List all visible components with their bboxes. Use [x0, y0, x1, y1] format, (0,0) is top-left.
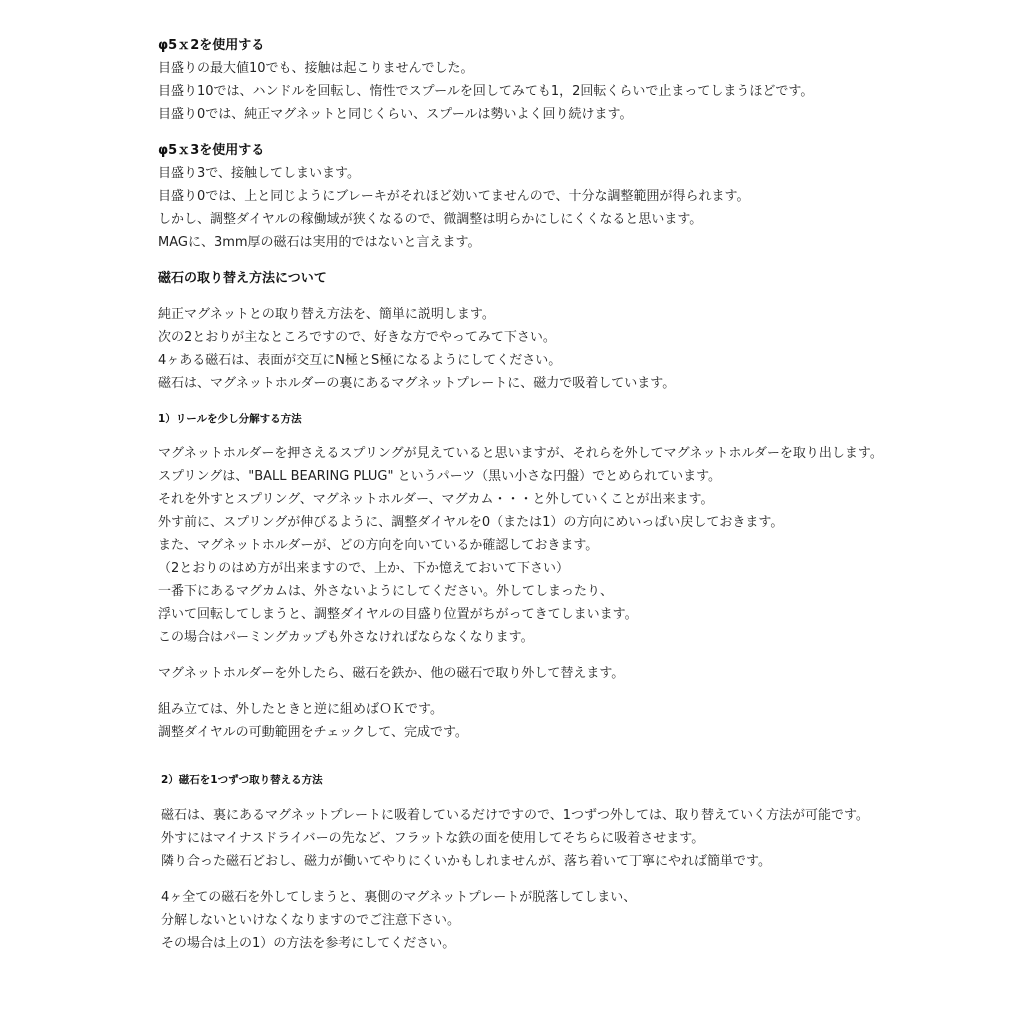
paragraph-line: 調整ダイヤルの可動範囲をチェックして、完成です。: [158, 725, 468, 740]
paragraph-line: 4ヶある磁石は、表面が交互にN極とS極になるようにしてください。: [158, 353, 562, 368]
paragraph-line: （2とおりのはめ方が出来ますので、上か、下か憶えておいて下さい）: [158, 561, 570, 576]
paragraph-line: 4ヶ全ての磁石を外してしまうと、裏側のマグネットプレートが脱落してしまい、: [161, 890, 637, 905]
paragraph-line: 分解しないといけなくなりますのでご注意下さい。: [161, 913, 461, 928]
paragraph-line: 純正マグネットとの取り替え方法を、簡単に説明します。: [158, 307, 495, 322]
section-heading-replacement: 磁石の取り替え方法について: [158, 271, 327, 286]
paragraph-line: MAGに、3mm厚の磁石は実用的ではないと言えます。: [158, 235, 481, 250]
section-heading-phi5x2: φ5ｘ2を使用する: [158, 38, 265, 53]
section-heading-phi5x3: φ5ｘ3を使用する: [158, 143, 265, 158]
paragraph-line: 磁石は、裏にあるマグネットプレートに吸着しているだけですので、1つずつ外しては、取り替えていく方法が可能です。: [161, 808, 869, 823]
paragraph-line: 隣り合った磁石どおし、磁力が働いてやりにくいかもしれませんが、落ち着いて丁寧にやれば簡単です。: [161, 854, 771, 869]
paragraph-line: 一番下にあるマグカムは、外さないようにしてください。外してしまったり、: [158, 584, 614, 599]
paragraph-line: 目盛り0では、上と同じようにブレーキがそれほど効いてませんので、十分な調整範囲が得られます。: [158, 189, 750, 204]
method2-heading: 2）磁石を1つずつ取り替える方法: [161, 774, 323, 786]
paragraph-line: 目盛り3で、接触してしまいます。: [158, 166, 360, 181]
paragraph-line: 目盛り10では、ハンドルを回転し、惰性でスプールを回してみても1，2回転くらいで止まってしまうほどです。: [158, 84, 814, 99]
paragraph-line: それを外すとスプリング、マグネットホルダー、マグカム・・・と外していくことが出来ます。: [158, 492, 714, 507]
paragraph-line: マグネットホルダーを押さえるスプリングが見えていると思いますが、それらを外してマグネットホルダーを取り出します。: [158, 446, 883, 461]
paragraph-line: 次の2とおりが主なところですので、好きな方でやってみて下さい。: [158, 330, 556, 345]
paragraph-line: 浮いて回転してしまうと、調整ダイヤルの目盛り位置がちがってきてしまいます。: [158, 607, 638, 622]
paragraph-line: 組み立ては、外したときと逆に組めばＯＫです。: [158, 702, 443, 717]
paragraph-line: スプリングは、"BALL BEARING PLUG" というパーツ（黒い小さな円盤）でとめられています。: [158, 469, 722, 484]
paragraph-line: 目盛りの最大値10でも、接触は起こりませんでした。: [158, 61, 474, 76]
paragraph-line: 磁石は、マグネットホルダーの裏にあるマグネットプレートに、磁力で吸着しています。: [158, 376, 676, 391]
paragraph-line: その場合は上の1）の方法を参考にしてください。: [161, 936, 456, 951]
paragraph-line: しかし、調整ダイヤルの稼働域が狭くなるので、微調整は明らかにしにくくなると思います。: [158, 212, 703, 227]
paragraph-line: また、マグネットホルダーが、どの方向を向いているか確認しておきます。: [158, 538, 599, 553]
paragraph-line: 外すにはマイナスドライバーの先など、フラットな鉄の面を使用してそちらに吸着させます。: [161, 831, 705, 846]
paragraph-line: マグネットホルダーを外したら、磁石を鉄か、他の磁石で取り外して替えます。: [158, 666, 625, 681]
paragraph-line: 外す前に、スプリングが伸びるように、調整ダイヤルを0（または1）の方向にめいっぱい戻しておきます。: [158, 515, 784, 530]
paragraph-line: この場合はパーミングカップも外さなければならなくなります。: [158, 630, 534, 645]
method1-heading: 1）リールを少し分解する方法: [158, 413, 302, 425]
paragraph-line: 目盛り0では、純正マグネットと同じくらい、スプールは勢いよく回り続けます。: [158, 107, 633, 122]
